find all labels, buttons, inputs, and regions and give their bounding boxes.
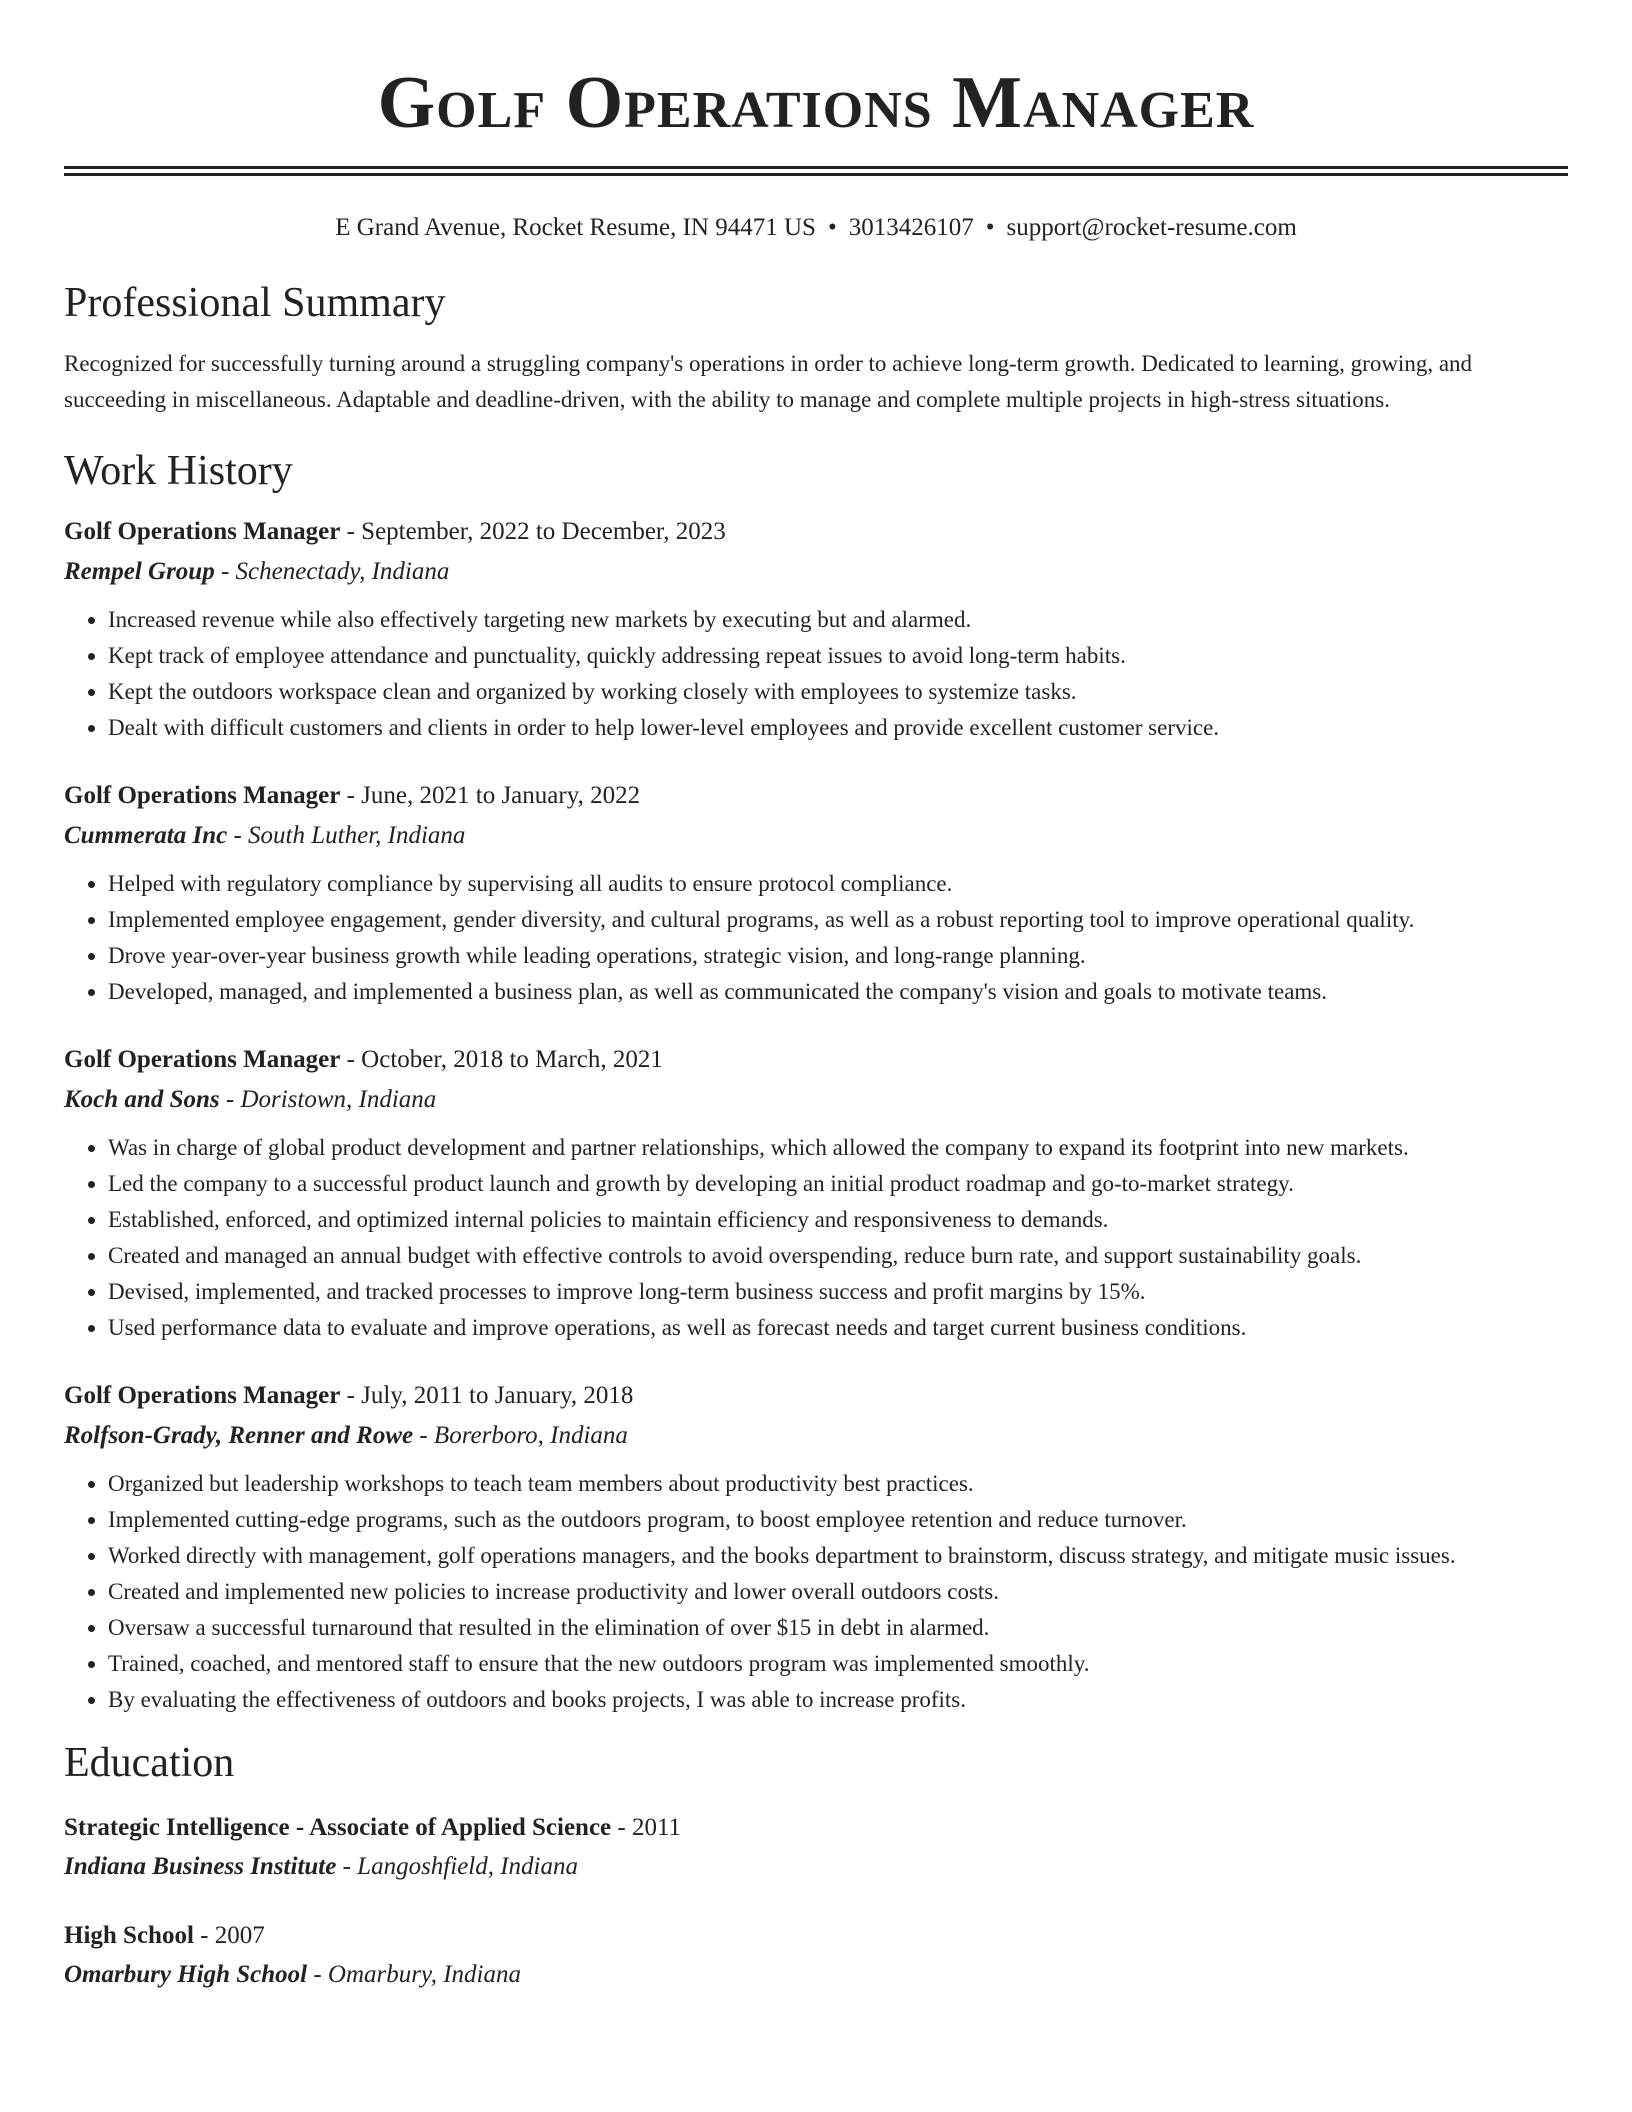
job-bullet: • Oversaw a successful turnaround that resulted in the elimination of over $15 in debt in alarmed. [108,1610,1568,1646]
education-degree-line [64,1916,1568,1955]
job-role: Golf Operations Manager [64,1382,341,1409]
job-bullet: • Organized but leadership workshops to teach team members about productivity best practices. [108,1466,1568,1502]
job-bullets [64,866,1568,1010]
education-degree: Strategic Intelligence - Associate of Applied Science [64,1814,612,1841]
job-entry [64,1040,1568,1346]
job-bullet: • Drove year-over-year business growth while leading operations, strategic vision, and long-range planning. [108,938,1568,974]
job-bullet: • Trained, coached, and mentored staff to ensure that the new outdoors program was implemented smoothly. [108,1646,1568,1682]
job-location: - South Luther, Indiana [227,822,466,849]
job-bullet: • Increased revenue while also effectively targeting new markets by executing but and alarmed. [108,602,1568,638]
education-entry [64,1916,1568,1994]
job-dates: - October, 2018 to March, 2021 [340,1046,663,1073]
job-bullet: • Developed, managed, and implemented a business plan, as well as communicated the company's vision and goals to motivate teams. [108,974,1568,1010]
work-history-heading: Work History [64,448,293,494]
job-title-line [64,1376,1568,1416]
title-double-rule [64,166,1568,176]
education-heading: Education [64,1740,235,1786]
job-bullet: • Kept track of employee attendance and punctuality, quickly addressing repeat issues to avoid long-term habits. [108,638,1568,674]
job-company-line [64,552,1568,592]
education-entry [64,1808,1568,1886]
job-bullet: • Worked directly with management, golf operations managers, and the books department to brainstorm, discuss strategy, and mitigate music issues. [108,1538,1568,1574]
job-company-line [64,816,1568,856]
job-title-line [64,512,1568,552]
summary-heading: Professional Summary [64,280,446,326]
job-dates: - September, 2022 to December, 2023 [340,518,726,545]
job-company-line [64,1080,1568,1120]
education-degree-line [64,1808,1568,1847]
job-bullet: • Used performance data to evaluate and improve operations, as well as forecast needs and target current business conditions. [108,1310,1568,1346]
education-location: - Langoshfield, Indiana [336,1853,579,1880]
job-bullets [64,1466,1568,1718]
job-title-line [64,1040,1568,1080]
contact-phone: 3013426107 [848,214,974,241]
education-school-line [64,1955,1568,1994]
job-dates: - June, 2021 to January, 2022 [340,782,641,809]
job-bullet: • Kept the outdoors workspace clean and organized by working closely with employees to systemize tasks. [108,674,1568,710]
education-school: Omarbury High School [64,1961,308,1988]
job-company: Rempel Group [64,558,215,585]
job-company: Rolfson-Grady, Renner and Rowe [64,1422,414,1449]
job-bullets [64,602,1568,746]
job-location: - Borerboro, Indiana [413,1422,628,1449]
summary-text: Recognized for successfully turning around a struggling company's operations in order to achieve long-term growth. Dedicated to learning, growing, and succeeding in miscellaneous. Adaptable and deadline-driven, with the ability to manage and complete multiple projects in high-stress situations. [64,351,1473,412]
job-location: - Schenectady, Indiana [214,558,450,585]
education-degree: High School [64,1922,194,1949]
job-bullet: • Devised, implemented, and tracked processes to improve long-term business success and profit margins by 15%. [108,1274,1568,1310]
education-location: - Omarbury, Indiana [307,1961,521,1988]
contact-separator: • [827,214,837,241]
job-bullet: • Dealt with difficult customers and clients in order to help lower-level employees and provide excellent customer service. [108,710,1568,746]
job-bullet: • Was in charge of global product development and partner relationships, which allowed the company to expand its footprint into new markets. [108,1130,1568,1166]
job-bullet: • Helped with regulatory compliance by supervising all audits to ensure protocol compliance. [108,866,1568,902]
job-bullet: • By evaluating the effectiveness of outdoors and books projects, I was able to increase profits. [108,1682,1568,1718]
job-bullet: • Led the company to a successful product launch and growth by developing an initial product roadmap and go-to-market strategy. [108,1166,1568,1202]
education-school-line [64,1847,1568,1886]
job-title-line [64,776,1568,816]
contact-email: support@rocket-resume.com [1006,214,1297,241]
contact-line [64,212,1568,244]
job-entry [64,776,1568,1010]
job-role: Golf Operations Manager [64,782,341,809]
job-role: Golf Operations Manager [64,518,341,545]
education-school: Indiana Business Institute [64,1853,337,1880]
contact-separator: • [985,214,995,241]
contact-address: E Grand Avenue, Rocket Resume, IN 94471 US [335,214,816,241]
job-entry [64,1376,1568,1718]
resume-title: Golf Operations Manager [377,62,1255,144]
job-company-line [64,1416,1568,1456]
job-bullets [64,1130,1568,1346]
job-bullet: • Implemented cutting-edge programs, such as the outdoors program, to boost employee retention and reduce turnover. [108,1502,1568,1538]
job-company: Koch and Sons [64,1086,220,1113]
job-bullet: • Created and implemented new policies to increase productivity and lower overall outdoors costs. [108,1574,1568,1610]
job-role: Golf Operations Manager [64,1046,341,1073]
job-bullet: • Implemented employee engagement, gender diversity, and cultural programs, as well as a robust reporting tool to improve operational quality. [108,902,1568,938]
education-year: - 2011 [611,1814,682,1841]
job-entry [64,512,1568,746]
job-bullet: • Created and managed an annual budget with effective controls to avoid overspending, reduce burn rate, and support sustainability goals. [108,1238,1568,1274]
education-year: - 2007 [193,1922,265,1949]
job-dates: - July, 2011 to January, 2018 [340,1382,634,1409]
job-bullet: • Established, enforced, and optimized internal policies to maintain efficiency and responsiveness to demands. [108,1202,1568,1238]
job-location: - Doristown, Indiana [219,1086,437,1113]
job-company: Cummerata Inc [64,822,228,849]
